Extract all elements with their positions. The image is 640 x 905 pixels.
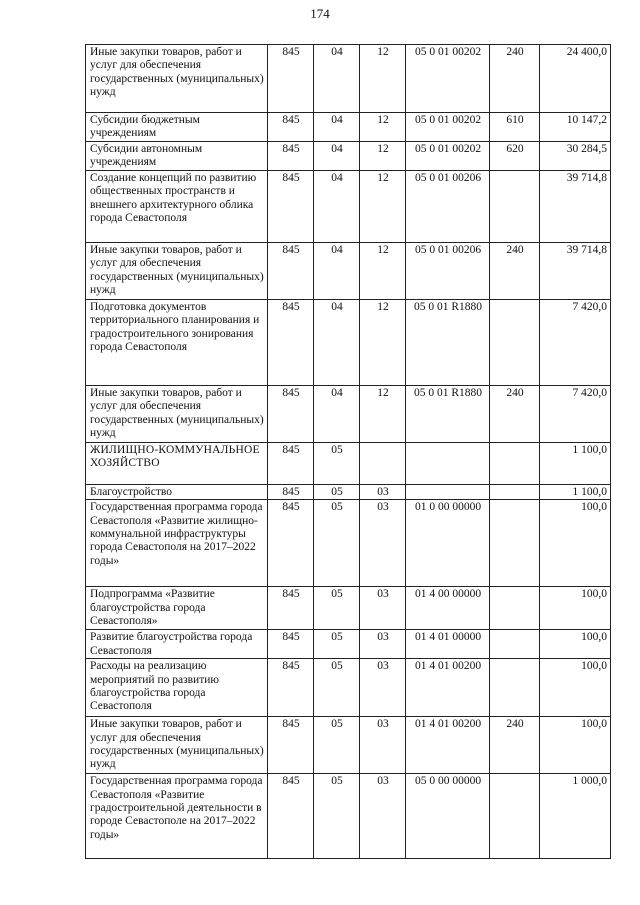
cell-section: 04 bbox=[314, 299, 360, 385]
cell-type bbox=[490, 587, 540, 630]
cell-section: 04 bbox=[314, 141, 360, 170]
cell-section: 04 bbox=[314, 242, 360, 299]
cell-subsection: 03 bbox=[360, 717, 406, 774]
cell-code: 845 bbox=[268, 500, 314, 587]
cell-code: 845 bbox=[268, 141, 314, 170]
table-row bbox=[86, 45, 611, 113]
cell-type: 240 bbox=[490, 717, 540, 774]
cell-target bbox=[406, 484, 490, 499]
cell-amount: 100,0 bbox=[540, 630, 611, 659]
cell-name: Субсидии автономным учреждениям bbox=[86, 141, 268, 170]
cell-name: Государственная программа города Севастополя «Развитие градостроительной деятельности в городе Севастополе на 2017–2022 годы» bbox=[86, 774, 268, 859]
cell-target: 05 0 01 00202 bbox=[406, 113, 490, 142]
cell-amount: 1 100,0 bbox=[540, 484, 611, 499]
cell-target: 05 0 01 00202 bbox=[406, 45, 490, 113]
cell-code: 845 bbox=[268, 385, 314, 442]
cell-target: 05 0 01 00206 bbox=[406, 242, 490, 299]
cell-type bbox=[490, 774, 540, 859]
table-row bbox=[86, 385, 611, 442]
cell-type bbox=[490, 170, 540, 242]
cell-amount: 100,0 bbox=[540, 500, 611, 587]
cell-target: 05 0 01 00206 bbox=[406, 170, 490, 242]
cell-amount: 100,0 bbox=[540, 717, 611, 774]
cell-name: Иные закупки товаров, работ и услуг для обеспечения государственных (муниципальных) нужд bbox=[86, 242, 268, 299]
cell-target: 01 4 01 00200 bbox=[406, 717, 490, 774]
cell-code: 845 bbox=[268, 484, 314, 499]
cell-section: 05 bbox=[314, 442, 360, 484]
table-row bbox=[86, 442, 611, 484]
cell-target: 05 0 00 00000 bbox=[406, 774, 490, 859]
cell-amount: 100,0 bbox=[540, 587, 611, 630]
cell-name: Иные закупки товаров, работ и услуг для обеспечения государственных (муниципальных) нужд bbox=[86, 45, 268, 113]
cell-section: 05 bbox=[314, 659, 360, 717]
cell-code: 845 bbox=[268, 299, 314, 385]
cell-name: Создание концепций по развитию общественных пространств и внешнего архитектурного облика города Севастополя bbox=[86, 170, 268, 242]
table-row bbox=[86, 484, 611, 499]
cell-code: 845 bbox=[268, 170, 314, 242]
page-number: 174 bbox=[310, 6, 330, 21]
table-row bbox=[86, 587, 611, 630]
cell-code: 845 bbox=[268, 774, 314, 859]
cell-type: 610 bbox=[490, 113, 540, 142]
cell-code: 845 bbox=[268, 587, 314, 630]
cell-section: 04 bbox=[314, 113, 360, 142]
cell-code: 845 bbox=[268, 113, 314, 142]
cell-type bbox=[490, 630, 540, 659]
cell-subsection: 12 bbox=[360, 45, 406, 113]
cell-subsection: 03 bbox=[360, 630, 406, 659]
cell-type: 240 bbox=[490, 385, 540, 442]
cell-subsection: 12 bbox=[360, 242, 406, 299]
cell-subsection: 12 bbox=[360, 141, 406, 170]
cell-name: Государственная программа города Севастополя «Развитие жилищно-коммунальной инфраструктуры города Севастополя на 2017–2022 годы» bbox=[86, 500, 268, 587]
cell-subsection: 03 bbox=[360, 500, 406, 587]
cell-amount: 30 284,5 bbox=[540, 141, 611, 170]
cell-name: Субсидии бюджетным учреждениям bbox=[86, 113, 268, 142]
cell-amount: 1 000,0 bbox=[540, 774, 611, 859]
cell-name: Подготовка документов территориального планирования и градостроительного зонирования города Севастополя bbox=[86, 299, 268, 385]
cell-amount: 7 420,0 bbox=[540, 299, 611, 385]
cell-name: Благоустройство bbox=[86, 484, 268, 499]
cell-code: 845 bbox=[268, 242, 314, 299]
cell-subsection: 03 bbox=[360, 484, 406, 499]
cell-type bbox=[490, 484, 540, 499]
cell-subsection: 12 bbox=[360, 113, 406, 142]
cell-subsection: 03 bbox=[360, 774, 406, 859]
cell-name: Подпрограмма «Развитие благоустройства города Севастополя» bbox=[86, 587, 268, 630]
cell-section: 05 bbox=[314, 717, 360, 774]
cell-target: 01 4 01 00000 bbox=[406, 630, 490, 659]
cell-target: 05 0 01 R1880 bbox=[406, 299, 490, 385]
cell-section: 05 bbox=[314, 774, 360, 859]
cell-section: 04 bbox=[314, 170, 360, 242]
cell-subsection: 12 bbox=[360, 385, 406, 442]
cell-type: 240 bbox=[490, 242, 540, 299]
cell-type: 240 bbox=[490, 45, 540, 113]
cell-type bbox=[490, 659, 540, 717]
cell-target: 05 0 01 00202 bbox=[406, 141, 490, 170]
cell-name: Развитие благоустройства города Севастополя bbox=[86, 630, 268, 659]
cell-section: 05 bbox=[314, 630, 360, 659]
cell-section: 04 bbox=[314, 45, 360, 113]
table-row bbox=[86, 630, 611, 659]
cell-code: 845 bbox=[268, 659, 314, 717]
cell-subsection: 12 bbox=[360, 299, 406, 385]
table-row bbox=[86, 717, 611, 774]
cell-target: 01 4 01 00200 bbox=[406, 659, 490, 717]
cell-section: 05 bbox=[314, 484, 360, 499]
cell-target: 01 0 00 00000 bbox=[406, 500, 490, 587]
cell-section: 04 bbox=[314, 385, 360, 442]
cell-target: 05 0 01 R1880 bbox=[406, 385, 490, 442]
cell-subsection: 03 bbox=[360, 659, 406, 717]
cell-amount: 10 147,2 bbox=[540, 113, 611, 142]
table-row bbox=[86, 299, 611, 385]
cell-amount: 7 420,0 bbox=[540, 385, 611, 442]
cell-type bbox=[490, 299, 540, 385]
budget-table-body bbox=[86, 45, 611, 859]
cell-amount: 24 400,0 bbox=[540, 45, 611, 113]
table-row bbox=[86, 170, 611, 242]
cell-amount: 39 714,8 bbox=[540, 242, 611, 299]
cell-code: 845 bbox=[268, 717, 314, 774]
cell-name: Иные закупки товаров, работ и услуг для обеспечения государственных (муниципальных) нужд bbox=[86, 717, 268, 774]
cell-section: 05 bbox=[314, 587, 360, 630]
table-row bbox=[86, 774, 611, 859]
table-row bbox=[86, 659, 611, 717]
table-row bbox=[86, 242, 611, 299]
cell-amount: 100,0 bbox=[540, 659, 611, 717]
cell-code: 845 bbox=[268, 630, 314, 659]
cell-type bbox=[490, 442, 540, 484]
cell-amount: 1 100,0 bbox=[540, 442, 611, 484]
cell-name: ЖИЛИЩНО-КОММУНАЛЬНОЕ ХОЗЯЙСТВО bbox=[86, 442, 268, 484]
cell-name: Иные закупки товаров, работ и услуг для обеспечения государственных (муниципальных) нужд bbox=[86, 385, 268, 442]
budget-table bbox=[85, 44, 611, 859]
cell-subsection: 12 bbox=[360, 170, 406, 242]
cell-type: 620 bbox=[490, 141, 540, 170]
cell-subsection: 03 bbox=[360, 587, 406, 630]
cell-target: 01 4 00 00000 bbox=[406, 587, 490, 630]
table-row bbox=[86, 113, 611, 142]
cell-target bbox=[406, 442, 490, 484]
cell-name: Расходы на реализацию мероприятий по развитию благоустройства города Севастополя bbox=[86, 659, 268, 717]
cell-amount: 39 714,8 bbox=[540, 170, 611, 242]
cell-code: 845 bbox=[268, 442, 314, 484]
cell-type bbox=[490, 500, 540, 587]
cell-section: 05 bbox=[314, 500, 360, 587]
cell-code: 845 bbox=[268, 45, 314, 113]
table-row bbox=[86, 141, 611, 170]
table-row bbox=[86, 500, 611, 587]
cell-subsection bbox=[360, 442, 406, 484]
